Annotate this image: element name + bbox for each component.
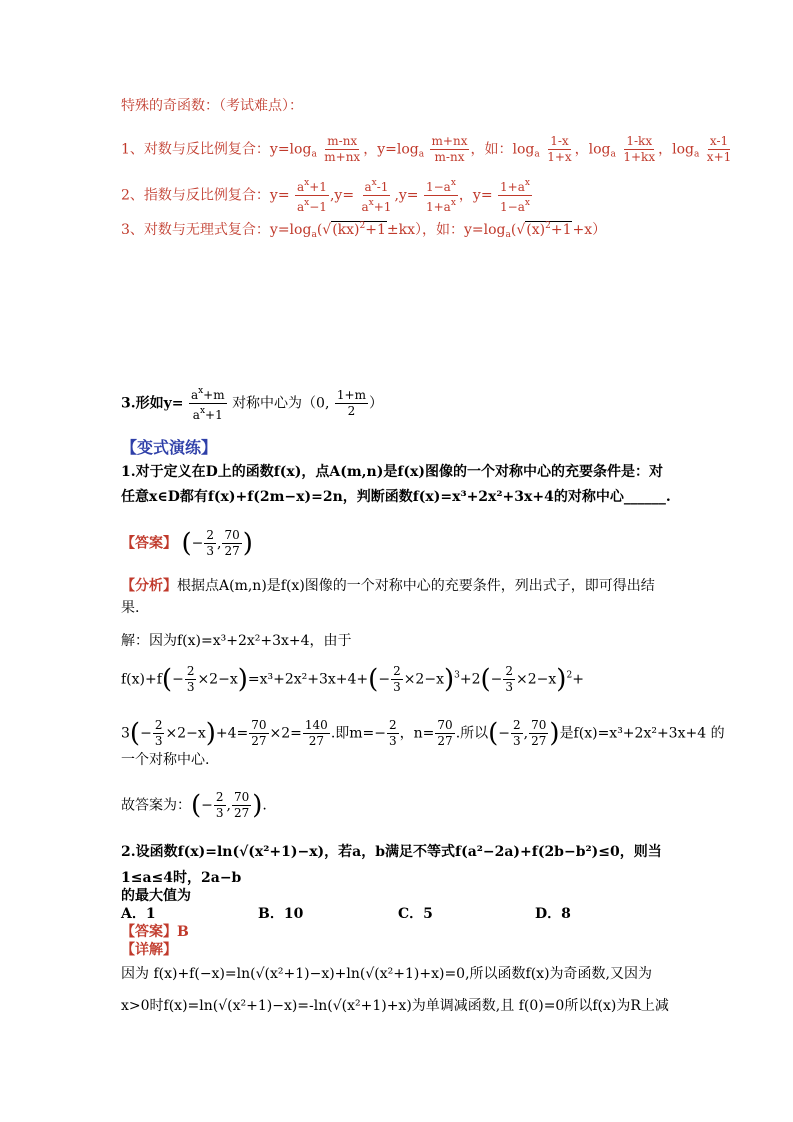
q1-solution-1: 解：因为f(x)=x³+2x²+3x+4，由于	[121, 633, 352, 649]
item-2: 2、指数与反比例复合：y= $\frac{a^x+1}{a^x-1}$ ,y= $\frac{a^x-1}{a^x+1}$ ,y= $\frac{1-a^x}{1+a^x}$ ，y= $\frac{1+a^x}{1-a^x}$	[121, 178, 530, 214]
item-1-label: 1、对数与反比例复合：	[121, 141, 270, 158]
q1-line1: 1.对于定义在D上的函数f(x)，点A(m,n)是f(x)图像的一个对称中心的充要条件是：对	[121, 464, 663, 480]
q2-answer: 【答案】B	[121, 924, 189, 940]
q1-solution-4: 一个对称中心.	[121, 752, 210, 768]
item-3: 3、对数与无理式复合：$y=\log_a(√(kx)^2+1\pm kx)$，如：$y=\log_a(√(x)^2+1+x)$	[121, 221, 607, 240]
section-title: 特殊的奇函数：（考试难点）：	[121, 98, 303, 114]
practice-heading: 【变式演练】	[121, 438, 218, 457]
q1-final: 故答案为：(− $\frac{2}{3}$ , $\frac{70}{27}$ ).	[121, 790, 267, 821]
q1-solution-3: 3(− $\frac{2}{3}$ ×2−x)+4= $\frac{70}{27}$ ×2= $\frac{140}{27}$ .即m=− $\frac{2}{3}$ ，n= $\frac{70}{27}$ .所以(− $\frac{2}{3}$ , $\frac{70}{27}$ )是f(x)=x³+2x²+3x+4 的	[121, 718, 725, 749]
option-b: B．10	[258, 906, 304, 922]
symmetry-form: 3.形如y= $\frac{a^x+m}{a^x+1}$ 对称中心为（0, $\frac{1+m}{2}$ ）	[121, 386, 383, 422]
q2-line3: 的最大值为	[121, 888, 191, 904]
q1-analysis-2: 果.	[121, 600, 140, 616]
q2-detail-1: 因为 f(x)+f(−x)=ln(√(x²+1)−x)+ln(√(x²+1)+x)=0,所以函数f(x)为奇函数,又因为	[121, 966, 652, 982]
q1-line2: 任意x∈D都有f(x)+f(2m−x)=2n，判断函数f(x)=x³+2x²+3x+4的对称中心______.	[121, 489, 671, 505]
q2-line2: 1≤a≤4时，2a−b	[121, 870, 242, 886]
q1-solution-2: f(x)+f(− $\frac{2}{3}$ ×2−x)=x³+2x²+3x+4+(− $\frac{2}{3}$ ×2−x)$^3$+2(− $\frac{2}{3}$ ×2−x)$^2$+	[121, 664, 584, 695]
q2-detail-2: x>0时f(x)=ln(√(x²+1)−x)=-ln(√(x²+1)+x)为单调减函数,且 f(0)=0所以f(x)为R上减	[121, 998, 669, 1014]
q2-detail-label: 【详解】	[121, 942, 177, 958]
q1-answer: 【答案】 (− $\frac{2}{3}$ , $\frac{70}{27}$ )	[121, 528, 253, 559]
option-c: C．5	[398, 906, 433, 922]
option-a: A．1	[121, 906, 156, 922]
item-1: 1、对数与反比例复合：$y=\log_a$ $\frac{m-nx}{m+nx}$ ，$y=\log_a$ $\frac{m+nx}{m-nx}$ ，如：$\log_a$ $\frac{1-x}{1+x}$ ，$\log_a$ $\frac{1-kx}{1+kx}$ ，$\log_a$ $\frac{x-1}{x+1}$	[121, 134, 732, 164]
q2-line1: 2.设函数f(x)=ln(√(x²+1)−x)，若a，b满足不等式f(a²−2a)+f(2b−b²)≤0，则当	[121, 844, 662, 860]
q1-analysis: 【分析】根据点A(m,n)是f(x)图像的一个对称中心的充要条件，列出式子，即可得出结	[121, 578, 655, 594]
option-d: D．8	[535, 906, 571, 922]
